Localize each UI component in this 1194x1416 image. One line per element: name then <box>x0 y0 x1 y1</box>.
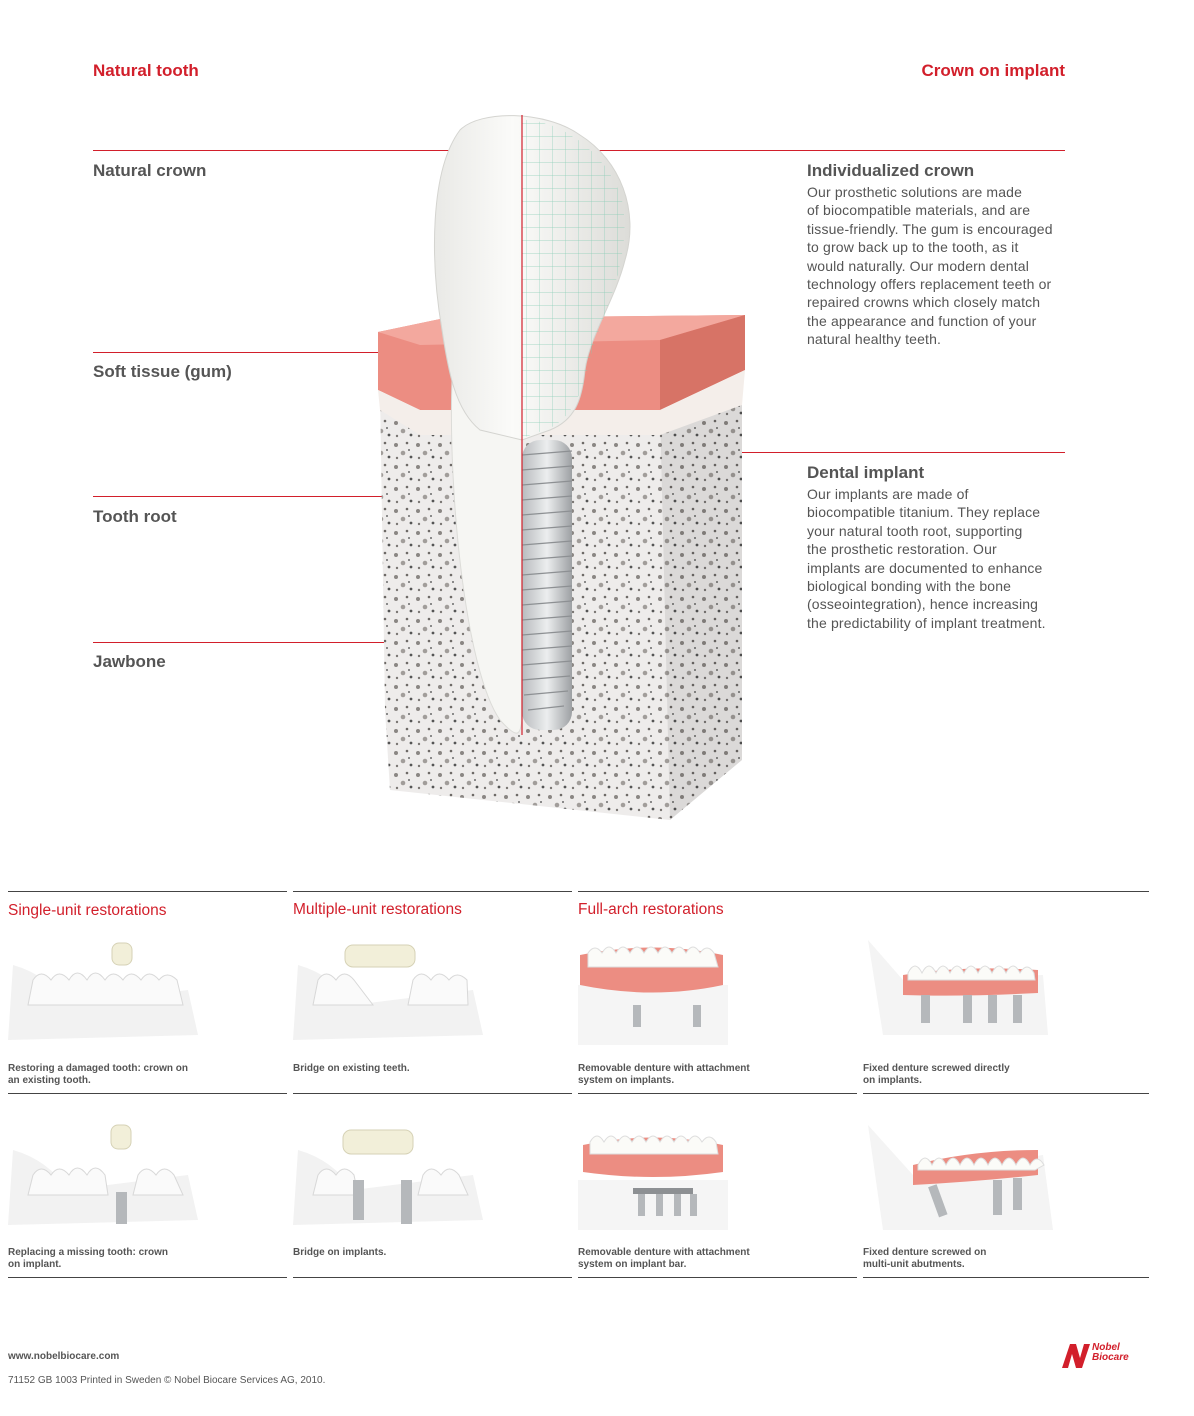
caption-crown-on-implant <box>8 1247 168 1270</box>
soft-tissue-label: Soft tissue (gum) <box>93 362 232 381</box>
caption-line: on implant. <box>8 1258 62 1270</box>
crown-on-implant-image <box>8 1120 198 1230</box>
dental-implant-title: Dental implant <box>807 463 925 482</box>
caption-line: Fixed denture screwed on <box>863 1247 987 1258</box>
tooth-root-label: Tooth root <box>93 507 177 526</box>
text-line: biological bonding with the bone <box>807 578 1012 595</box>
caption-fixed-denture-multi-unit <box>863 1247 986 1270</box>
natural-crown-label: Natural crown <box>93 161 207 180</box>
caption-line: Fixed denture screwed directly <box>863 1063 1010 1074</box>
text-line: your natural tooth root, supporting <box>807 522 1023 539</box>
logo-wordmark <box>1092 1343 1129 1363</box>
row-rule <box>863 1093 1149 1094</box>
caption-line: Removable denture with attachment <box>578 1063 750 1074</box>
caption-line: on implants. <box>863 1074 922 1086</box>
logo-line: Biocare <box>1092 1352 1129 1363</box>
dental-implant-text <box>807 485 1077 632</box>
dental-implant-block <box>807 463 1077 632</box>
caption-line: system on implants. <box>578 1074 675 1086</box>
crown-on-implant-header: Crown on implant <box>921 61 1065 80</box>
row-rule <box>8 1093 287 1094</box>
section-rule <box>293 891 572 892</box>
caption-line: multi-unit abutments. <box>863 1258 965 1270</box>
text-line: Our implants are made of <box>807 486 969 502</box>
text-line: natural healthy teeth. <box>807 331 942 348</box>
caption-line: Bridge on existing teeth. <box>293 1063 410 1074</box>
row-rule <box>578 1277 857 1278</box>
jawbone-label: Jawbone <box>93 652 166 671</box>
fixed-denture-multi-unit-image <box>863 1120 1053 1230</box>
caption-crown-on-tooth <box>8 1063 188 1086</box>
row-rule <box>293 1277 572 1278</box>
row-rule <box>8 1277 287 1278</box>
text-line: of biocompatible materials, and are <box>807 202 1031 219</box>
bridge-on-implants-image <box>293 1120 483 1230</box>
text-line: to grow back up to the tooth, as it <box>807 239 1019 256</box>
text-line: tissue-friendly. The gum is encouraged <box>807 220 1053 237</box>
print-info: 71152 GB 1003 Printed in Sweden © Nobel Biocare Services AG, 2010. <box>8 1375 326 1386</box>
text-line: biocompatible titanium. They replace <box>807 504 1041 521</box>
caption-removable-denture-bar <box>578 1247 750 1270</box>
caption-line: Restoring a damaged tooth: crown on <box>8 1063 189 1074</box>
single-unit-heading: Single-unit restorations <box>8 902 167 919</box>
fixed-denture-implants-image <box>863 935 1053 1045</box>
caption-bridge-on-teeth <box>293 1063 410 1075</box>
individualized-crown-title: Individualized crown <box>807 161 975 180</box>
row-rule <box>863 1277 1149 1278</box>
text-line: the appearance and function of your <box>807 312 1037 329</box>
caption-line: Replacing a missing tooth: crown <box>8 1247 169 1258</box>
caption-line: an existing tooth. <box>8 1074 91 1086</box>
individualized-crown-text <box>807 183 1077 349</box>
row-rule <box>293 1093 572 1094</box>
logo-mark-icon <box>1060 1338 1094 1372</box>
caption-fixed-denture-implants <box>863 1063 1010 1086</box>
text-line: Our prosthetic solutions are made <box>807 184 1023 200</box>
section-rule <box>578 891 1149 892</box>
text-line: implants are documented to enhance <box>807 559 1043 576</box>
full-arch-heading: Full-arch restorations <box>578 901 724 918</box>
text-line: repaired crowns which closely match <box>807 294 1041 311</box>
natural-tooth-header: Natural tooth <box>93 61 199 80</box>
caption-line: system on implant bar. <box>578 1258 687 1270</box>
bridge-on-teeth-image <box>293 935 483 1045</box>
text-line: (osseointegration), hence increasing <box>807 596 1039 613</box>
row-rule <box>578 1093 857 1094</box>
removable-denture-implants-image <box>578 935 768 1045</box>
multiple-unit-heading: Multiple-unit restorations <box>293 901 462 918</box>
website-url[interactable]: www.nobelbiocare.com <box>8 1351 120 1362</box>
caption-line: Removable denture with attachment <box>578 1247 750 1258</box>
caption-removable-denture-implants <box>578 1063 750 1086</box>
logo-line: Nobel <box>1092 1342 1120 1353</box>
section-rule <box>8 891 287 892</box>
text-line: would naturally. Our modern dental <box>807 257 1029 274</box>
soft-tissue-leader-line <box>93 352 405 353</box>
text-line: technology offers replacement teeth or <box>807 276 1052 293</box>
individualized-crown-block <box>807 161 1077 349</box>
removable-denture-bar-image <box>578 1120 768 1230</box>
crown-on-tooth-image <box>8 935 198 1045</box>
nobel-biocare-logo <box>1060 1338 1145 1372</box>
tooth-cross-section-illustration <box>370 110 760 825</box>
caption-bridge-on-implants <box>293 1247 386 1259</box>
text-line: the predictability of implant treatment. <box>807 614 1046 631</box>
text-line: the prosthetic restoration. Our <box>807 541 997 558</box>
caption-line: Bridge on implants. <box>293 1247 387 1258</box>
